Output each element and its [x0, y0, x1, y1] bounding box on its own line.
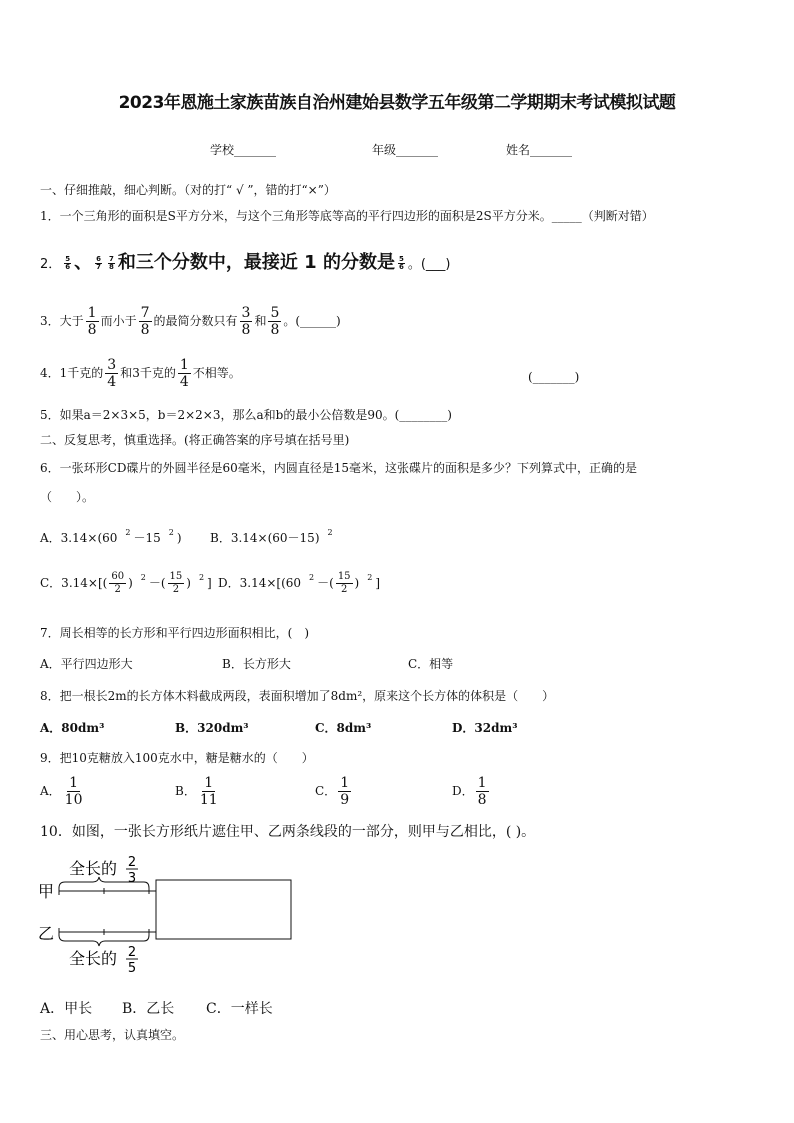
page-title: 2023年恩施土家族苗族自治州建始县数学五年级第二学期期末考试模拟试题: [118, 93, 676, 113]
question-10-figure: [36, 846, 301, 976]
q6-option-c[interactable]: C．3.14×[( $\frac{60}{2}$ ) $^2$ －( $\frac{15}{2}$ ) $^2$ ]: [40, 571, 212, 595]
q8-option-b[interactable]: B．320dm³: [175, 721, 249, 735]
q7-option-a[interactable]: A．平行四边形大: [40, 657, 133, 671]
question-5: 5．如果a＝2×3×5，b＝2×2×3，那么a和b的最小公倍数是90。(________): [40, 408, 452, 422]
q9-option-b[interactable]: B． $\frac{1}{11}$: [175, 775, 218, 808]
label-jia: 甲: [38, 882, 55, 901]
q10-option-c[interactable]: C．一样长: [206, 1001, 273, 1017]
q10-option-b[interactable]: B．乙长: [122, 1001, 175, 1017]
question-6-answer-blank[interactable]: （ ）。: [40, 490, 95, 504]
q6-option-a[interactable]: A．3.14×(60 $^2$ －15 $^2$ ): [40, 528, 182, 545]
section-1-heading: 一、仔细推敲，细心判断。（对的打“ √ ”，错的打“×”）: [40, 183, 336, 197]
q9-option-d[interactable]: D． $\frac{1}{8}$: [452, 775, 487, 808]
q7-option-b[interactable]: B．长方形大: [222, 657, 291, 671]
q6-option-d[interactable]: D．3.14×[(60 $^2$ －( $\frac{15}{2}$ ) $^2$ ]: [218, 571, 381, 595]
q8-option-d[interactable]: D．32dm³: [452, 721, 518, 735]
q9-option-a[interactable]: A． $\frac{1}{10}$: [40, 775, 83, 808]
question-2: 2． $\frac{5}{6}$ 、 $\frac{6}{7}$ $\frac{7}{8}$ 和三个分数中，最接近 1 的分数是 $\frac{5}{6}$ 。(___): [40, 252, 451, 273]
question-9-stem: 9．把10克糖放入100克水中，糖是糖水的（ ）: [40, 751, 314, 765]
question-4: 4．1千克的 $\frac{3}{4}$ 和3千克的 $\frac{1}{4}$ 不相等。: [40, 357, 241, 390]
bottom-label: 全长的: [69, 949, 118, 968]
q6-option-b[interactable]: B．3.14×(60－15) $^2$: [210, 528, 333, 545]
q8-option-c[interactable]: C．8dm³: [315, 721, 372, 735]
section-2-heading: 二、反复思考，慎重选择。(将正确答案的序号填在括号里): [40, 433, 350, 447]
question-1: 1．一个三角形的面积是S平方分米，与这个三角形等底等高的平行四边形的面积是2S平方分米。_____（判断对错）: [40, 209, 654, 223]
grade-field[interactable]: 年级_______: [372, 143, 439, 157]
question-10-stem: 10．如图，一张长方形纸片遮住甲、乙两条线段的一部分，则甲与乙相比，( )。: [40, 824, 536, 840]
q7-option-c[interactable]: C．相等: [408, 657, 454, 671]
label-yi: 乙: [38, 924, 55, 943]
top-fraction-denominator: 3: [127, 871, 137, 886]
cover-rectangle: [156, 880, 291, 939]
bottom-fraction-numerator: 2: [127, 945, 137, 960]
question-6-stem: 6．一张环形CD碟片的外圆半径是60毫米，内圆直径是15毫米，这张碟片的面积是多少？下列算式中，正确的是: [40, 461, 637, 475]
top-label: 全长的: [69, 859, 118, 878]
question-7-stem: 7．周长相等的长方形和平行四边形面积相比，( ): [40, 626, 309, 640]
q8-option-a[interactable]: A．80dm³: [40, 721, 105, 735]
bottom-fraction-denominator: 5: [127, 961, 137, 976]
school-field[interactable]: 学校_______: [210, 143, 277, 157]
q10-option-a[interactable]: A．甲长: [40, 1001, 93, 1017]
top-fraction-numerator: 2: [127, 855, 137, 870]
question-3: 3．大于 $\frac{1}{8}$ 而小于 $\frac{7}{8}$ 的最简分数只有 $\frac{3}{8}$ 和 $\frac{5}{8}$ 。(______): [40, 305, 341, 338]
question-4-blank[interactable]: (_______): [528, 370, 580, 384]
section-3-heading: 三、用心思考，认真填空。: [40, 1028, 185, 1042]
q9-option-c[interactable]: C． $\frac{1}{9}$: [315, 775, 350, 808]
question-8-stem: 8．把一根长2m的长方体木料截成两段，表面积增加了8dm²，原来这个长方体的体积是（ ）: [40, 689, 555, 703]
name-field[interactable]: 姓名_______: [506, 143, 573, 157]
